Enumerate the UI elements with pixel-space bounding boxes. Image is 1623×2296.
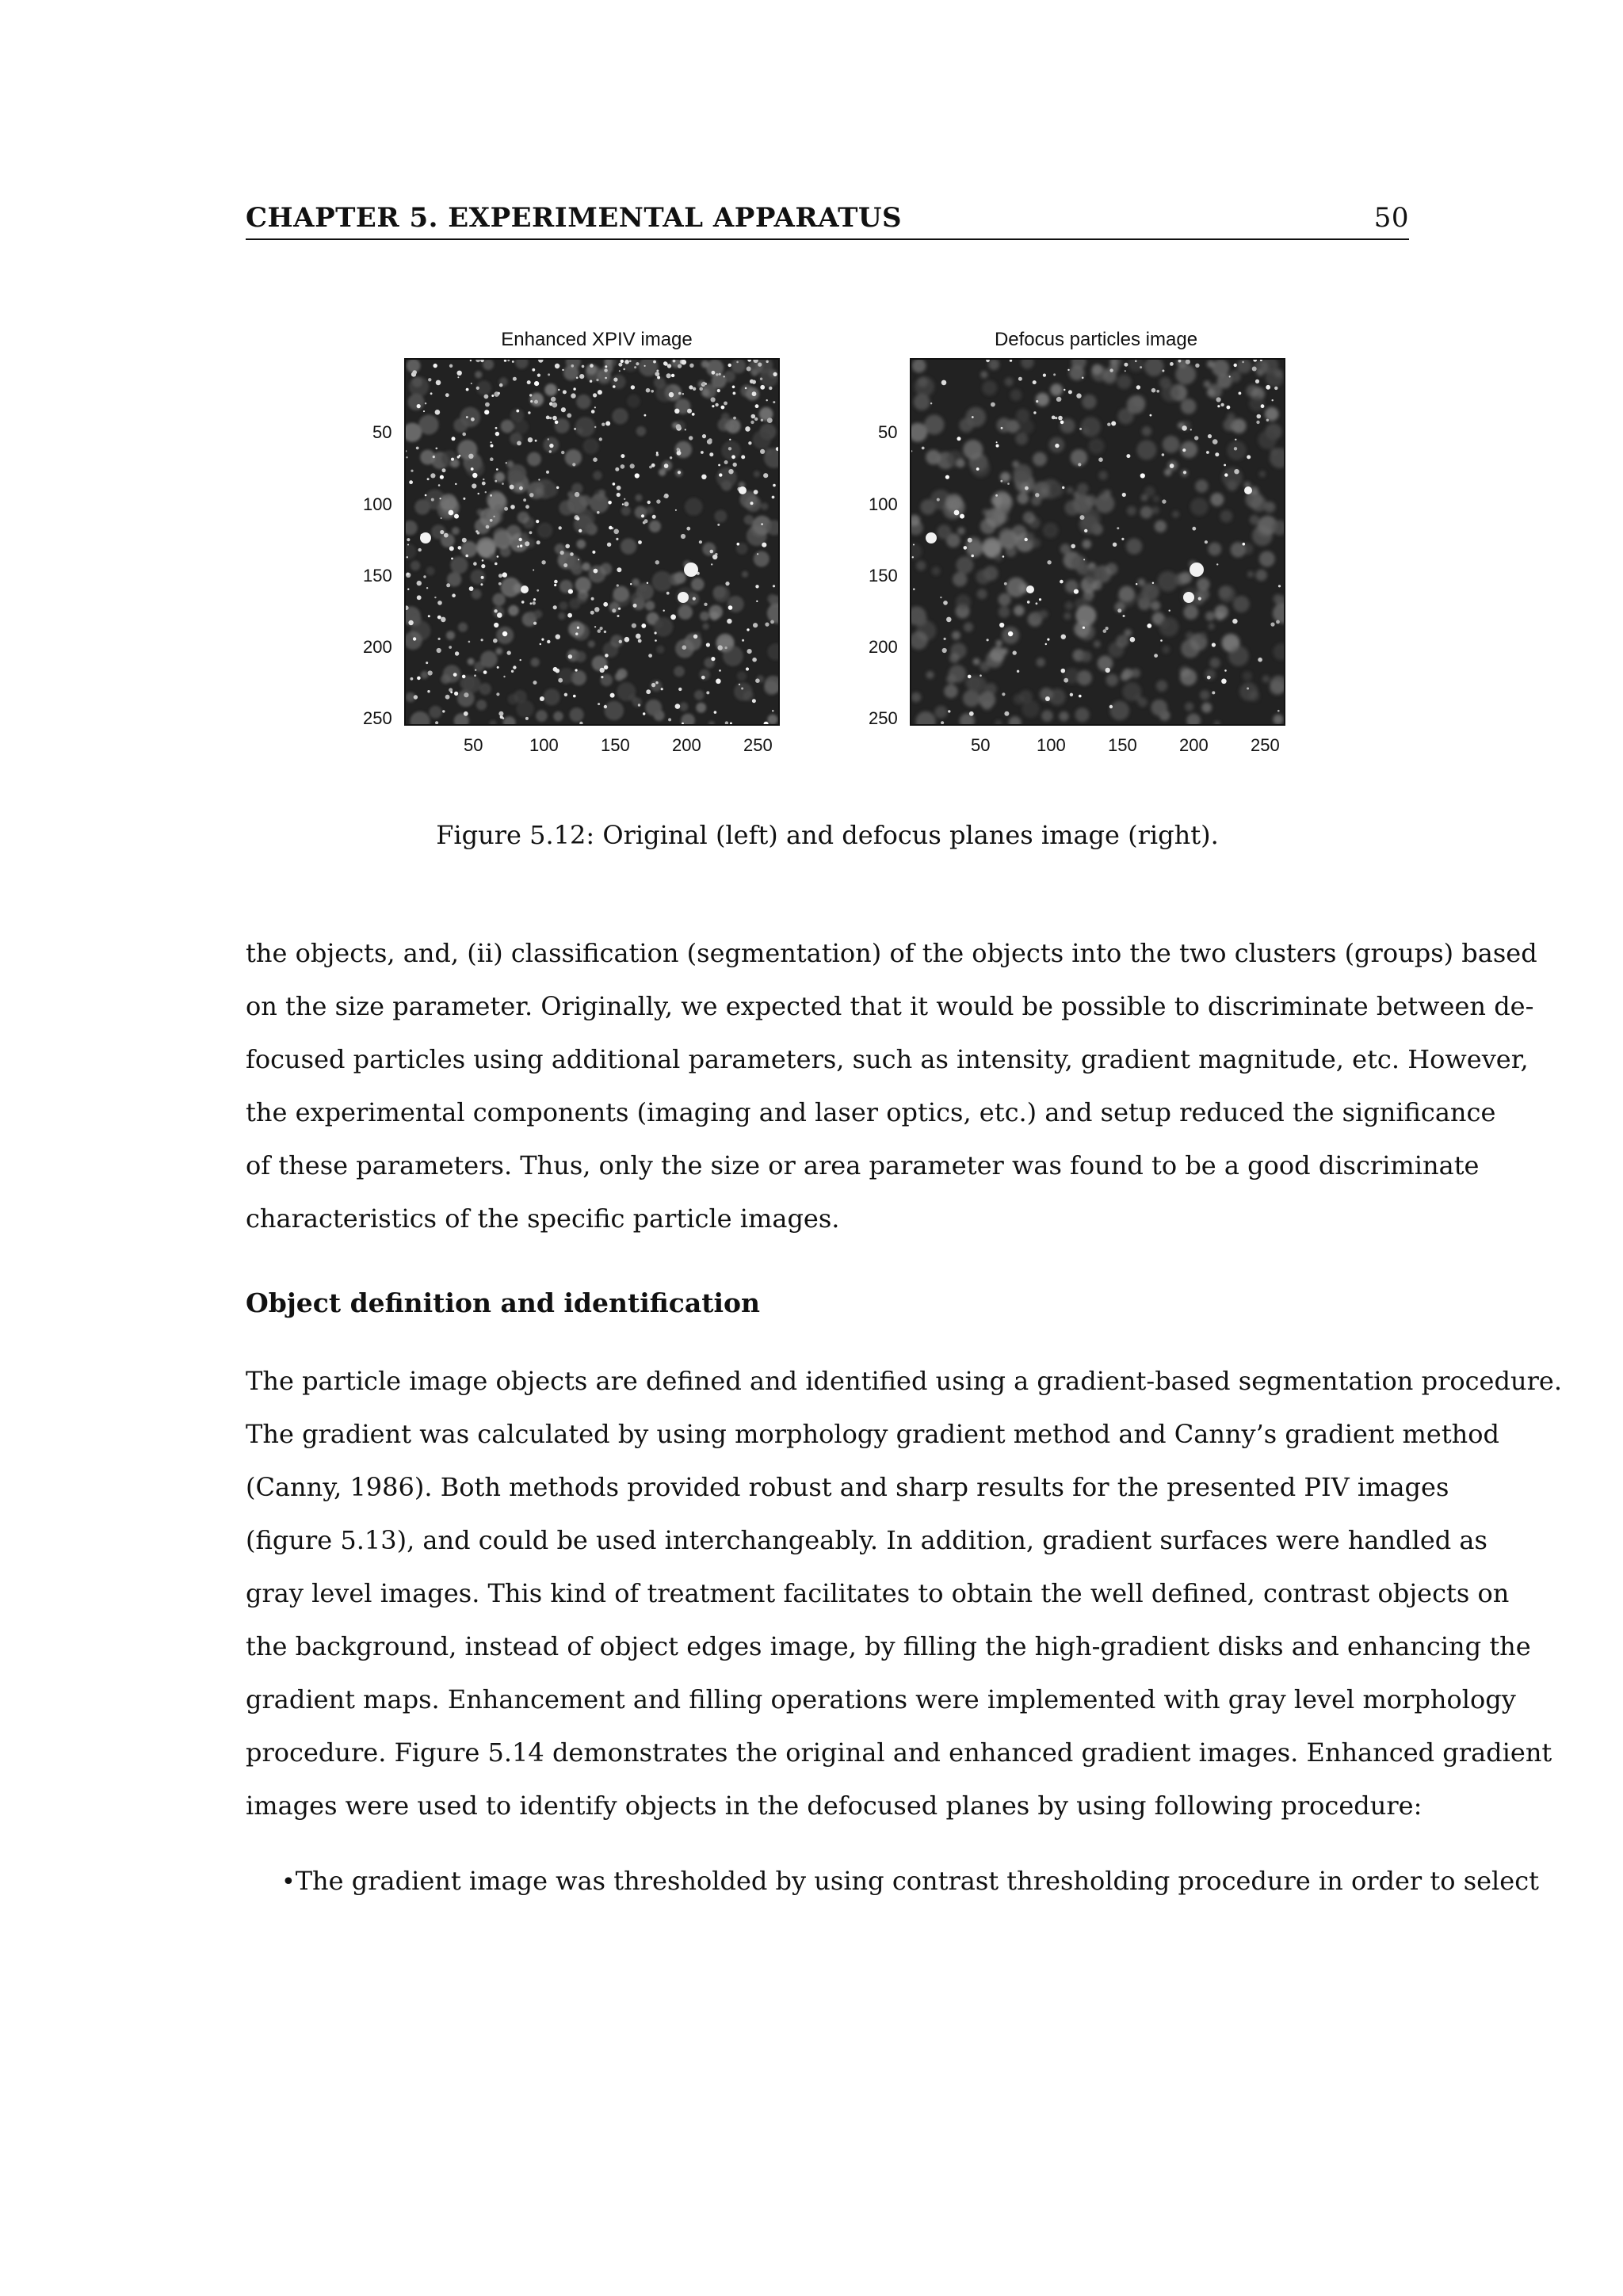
y-tick-left-150: 150 [363, 566, 392, 585]
paragraph-line: on the size parameter. Originally, we expected that it would be possible to discriminate between de- [246, 991, 1534, 1021]
particle-image-left [406, 360, 778, 724]
y-tick-right-200: 200 [869, 637, 898, 657]
figure-caption: Figure 5.12: Original (left) and defocus planes image (right). [436, 820, 1219, 850]
paragraph-line: the experimental components (imaging and laser optics, etc.) and setup reduced the significance [246, 1097, 1496, 1127]
x-tick-left-150: 150 [601, 735, 630, 755]
panel-title-right: Defocus particles image [994, 329, 1198, 350]
body-paragraph-2 [246, 1355, 1562, 1833]
paragraph-line: The particle image objects are defined and identified using a gradient-based segmentation procedure. [246, 1366, 1562, 1396]
paragraph-line: gray level images. This kind of treatment facilitates to obtain the well defined, contrast objects on [246, 1578, 1510, 1608]
paragraph-line: gradient maps. Enhancement and filling operations were implemented with gray level morphology [246, 1684, 1516, 1714]
bullet-icon: • [281, 1868, 296, 1896]
section-heading: Object definition and identification [246, 1287, 761, 1318]
x-tick-right-250: 250 [1251, 735, 1280, 755]
plot-left [404, 358, 780, 726]
bullet-item [281, 1866, 1539, 1896]
y-tick-left-250: 250 [363, 708, 392, 728]
x-tick-right-150: 150 [1108, 735, 1137, 755]
x-tick-left-50: 50 [464, 735, 483, 755]
figure-5-12 [0, 0, 1623, 792]
paragraph-line: the background, instead of object edges image, by filling the high-gradient disks and enhancing the [246, 1631, 1531, 1661]
x-tick-right-200: 200 [1179, 735, 1209, 755]
paragraph-line: (Canny, 1986). Both methods provided robust and sharp results for the presented PIV images [246, 1472, 1449, 1502]
paragraph-line: The gradient was calculated by using morphology gradient method and Canny’s gradient method [246, 1419, 1500, 1449]
page-number: 50 [1373, 202, 1409, 234]
body-paragraph-1 [246, 927, 1537, 1245]
x-tick-right-50: 50 [971, 735, 991, 755]
y-tick-right-100: 100 [869, 494, 898, 514]
x-tick-left-250: 250 [743, 735, 773, 755]
y-tick-left-100: 100 [363, 494, 392, 514]
y-tick-right-250: 250 [869, 708, 898, 728]
bullet-text: The gradient image was thresholded by using contrast thresholding procedure in order to select [295, 1866, 1539, 1896]
y-tick-left-50: 50 [372, 422, 392, 442]
paragraph-line: of these parameters. Thus, only the size or area parameter was found to be a good discriminate [246, 1150, 1480, 1180]
y-tick-right-50: 50 [878, 422, 898, 442]
x-tick-left-200: 200 [672, 735, 701, 755]
x-tick-left-100: 100 [529, 735, 559, 755]
paragraph-line: images were used to identify objects in the defocused planes by using following procedure: [246, 1791, 1423, 1821]
chapter-title: CHAPTER 5. EXPERIMENTAL APPARATUS [246, 202, 903, 234]
paragraph-line: characteristics of the specific particle images. [246, 1203, 840, 1234]
paragraph-line: (figure 5.13), and could be used interchangeably. In addition, gradient surfaces were handled as [246, 1525, 1487, 1555]
x-tick-right-100: 100 [1037, 735, 1066, 755]
particle-image-right [911, 360, 1284, 724]
y-tick-right-150: 150 [869, 566, 898, 585]
paragraph-line: the objects, and, (ii) classification (segmentation) of the objects into the two clusters (groups) based [246, 938, 1537, 968]
y-tick-left-200: 200 [363, 637, 392, 657]
plot-right [910, 358, 1285, 726]
paragraph-line: focused particles using additional parameters, such as intensity, gradient magnitude, etc. However, [246, 1044, 1529, 1074]
paragraph-line: procedure. Figure 5.14 demonstrates the original and enhanced gradient images. Enhanced gradient [246, 1737, 1552, 1768]
panel-title-left: Enhanced XPIV image [501, 329, 693, 350]
